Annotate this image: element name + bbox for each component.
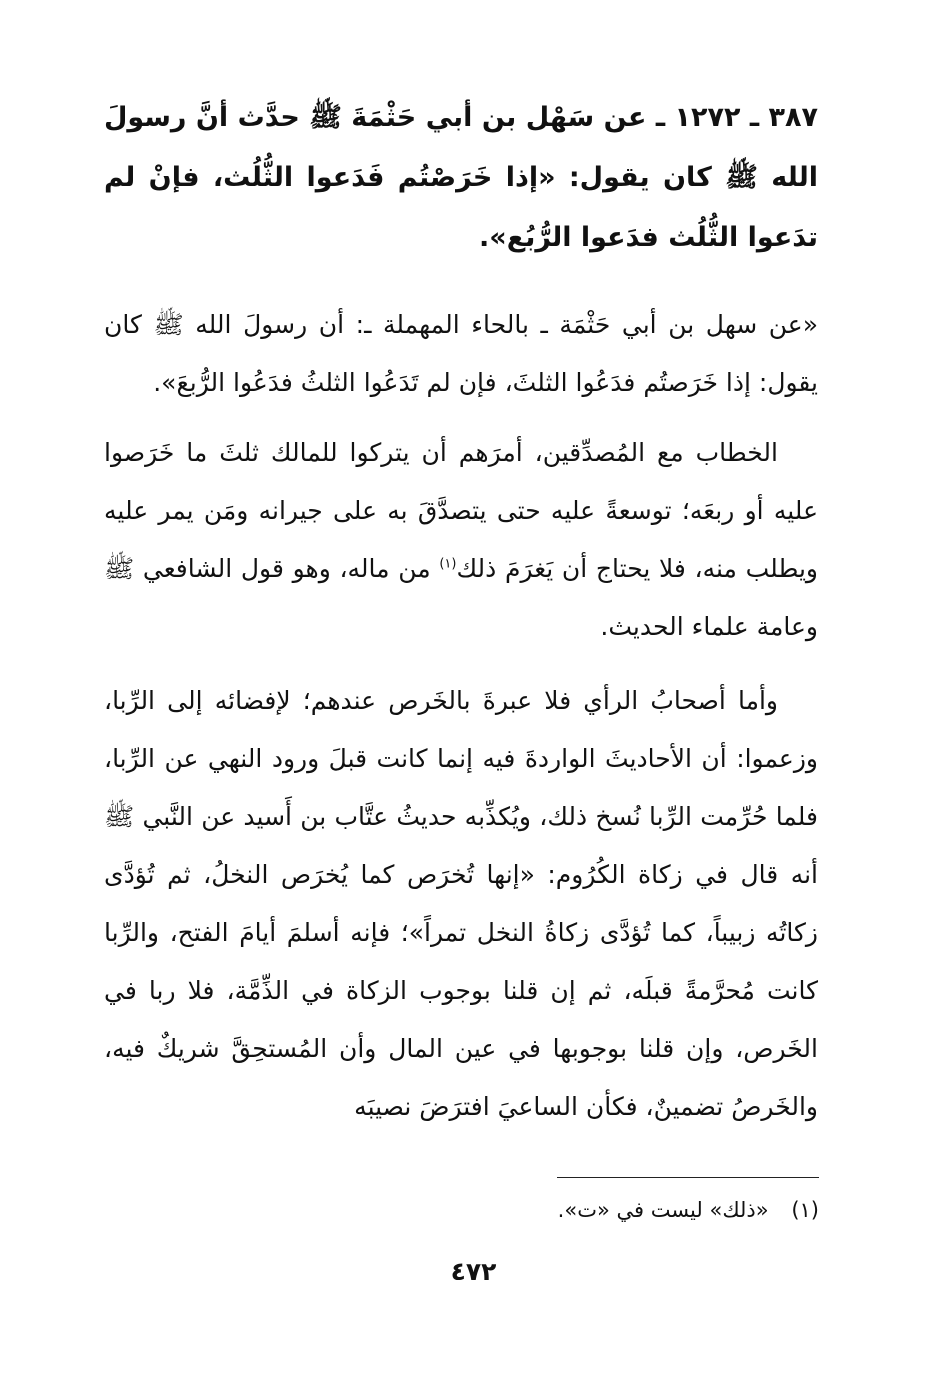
footnote-reference[interactable]: (١)	[439, 556, 457, 572]
footnote	[129, 1190, 819, 1230]
footnote-divider	[557, 1177, 819, 1178]
footnote-number: (١)	[791, 1198, 819, 1222]
footnote-text: «ذلك» ليست في «ت».	[557, 1198, 769, 1222]
commentary-text: «عن سهل بن أبي حَثْمَة ـ بالحاء المهملة ـ: أن رسولَ الله ﷺ كان يقول: إذا خَرَصتُم فدَعُوا الثلثَ، فإن لم تَدَعُوا الثلثُ فدَعُوا الرُّبعَ».	[104, 310, 818, 397]
page-body	[104, 88, 818, 1136]
commentary-paragraph	[104, 296, 818, 412]
page-number: ٤٧٢	[450, 1257, 497, 1286]
explanation-text-continued: من ماله، وهو قول الشافعي ﷺ وعامة علماء الحديث.	[104, 554, 818, 641]
hadith-paragraph	[104, 88, 818, 268]
hadith-number: ٣٨٧ ـ ١٢٧٢ ـ	[655, 102, 818, 133]
hadith-text: عن سَهْل بن أبي حَثْمَةَ ﷺ حدَّث أنَّ رسولَ الله ﷺ كان يقول: «إذا خَرَصْتُم فَدَعوا الثُّلُث، فإنْ لم تدَعوا الثُّلُث فدَعوا الرُّبُع».	[104, 102, 818, 253]
explanation-text: الخطاب مع المُصدِّقين، أمرَهم أن يتركوا للمالك ثلثَ ما خَرَصوا عليه أو ربعَه؛ توسعةً عليه حتى يتصدَّقَ به على جيرانه ومَن يمر عليه ويطلب منه، فلا يحتاج أن يَغرَمَ ذلك	[104, 438, 818, 583]
opinion-text: وأما أصحابُ الرأي فلا عبرةَ بالخَرص عندهم؛ لإفضائه إلى الرِّبا، وزعموا: أن الأحاديثَ الواردةَ فيه إنما كانت قبلَ ورود النهي عن الرِّبا، فلما حُرِّمت الرِّبا نُسخ ذلك، ويُكذِّبه حديثُ عتَّاب بن أَسيد عن النَّبي ﷺ أنه قال في زكاة الكُرُوم: «إنها تُخرَص كما يُخرَص النخلُ، ثم تُؤدَّى زكاتُه زبيباً، كما تُؤدَّى زكاةُ النخل تمراً»؛ فإنه أسلمَ أيامَ الفتح، والرِّبا كانت مُحرَّمةً قبلَه، ثم إن قلنا بوجوب الزكاة في الذِّمَّة، فلا ربا في الخَرص، وإن قلنا بوجوبها في عين المال وأن المُستحِقَّ شريكٌ فيه، والخَرصُ تضمينٌ، فكأن الساعيَ افترَضَ نصيبَه	[104, 686, 818, 1121]
explanation-paragraph	[104, 424, 818, 656]
opinion-paragraph	[104, 672, 818, 1136]
